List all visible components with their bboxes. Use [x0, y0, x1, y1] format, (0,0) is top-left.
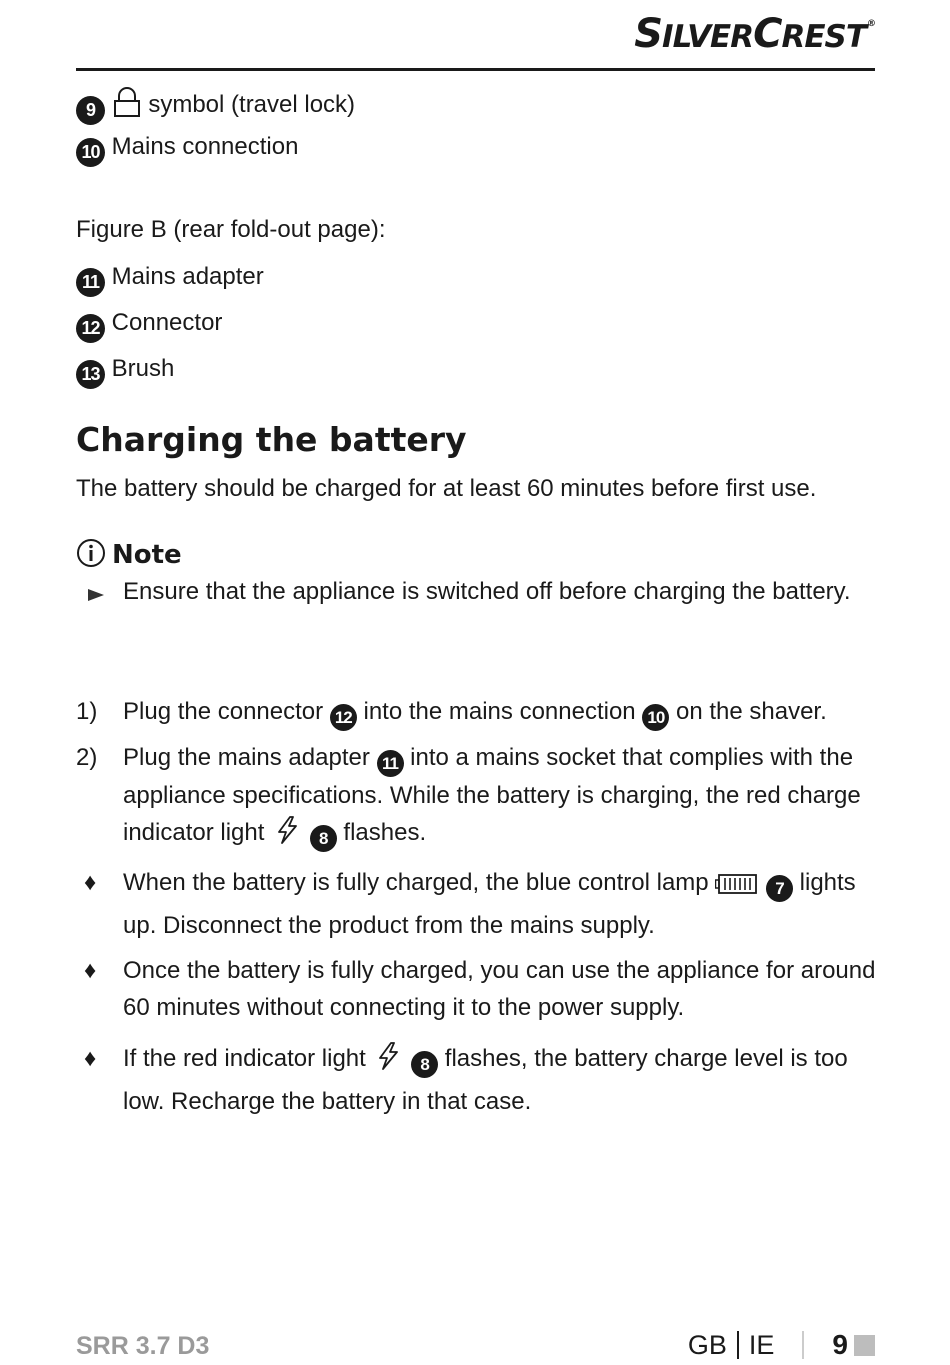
figure-item-label: Mains adapter: [111, 263, 264, 290]
part-number-badge: 7: [766, 875, 793, 902]
step-text: [123, 693, 878, 731]
info-icon: [76, 538, 106, 576]
brand-letter: S: [634, 11, 663, 57]
step-marker: 2): [76, 744, 98, 771]
bullet-text: Once the battery is fully charged, you can use the appliance for around 60 minutes without connecting it to the power supply.: [123, 957, 876, 1021]
brand-letters: ILVER: [662, 19, 754, 55]
language-code: GB: [687, 1330, 727, 1360]
brand-letter: C: [753, 11, 782, 57]
parts-item: [76, 86, 355, 126]
bullet-text: [123, 1040, 878, 1120]
figure-item: [76, 354, 174, 389]
figure-label: Figure B: [76, 216, 167, 243]
part-number-badge: 10: [642, 704, 669, 731]
section-heading: Charging the battery: [76, 420, 467, 459]
model-number: SRR 3.7 D3: [76, 1332, 210, 1360]
lightning-icon: [271, 814, 303, 857]
footer-divider: [802, 1331, 804, 1359]
part-number-badge: 11: [377, 750, 404, 777]
figure-item-label: Connector: [111, 309, 223, 336]
manual-page: [76, 0, 875, 1365]
bullet-marker: ♦: [84, 1045, 97, 1072]
step-marker: 1): [76, 698, 98, 725]
footer-divider: [737, 1331, 739, 1359]
lightning-icon: [372, 1040, 404, 1083]
note-label: Note: [112, 540, 182, 570]
parts-item: [76, 132, 298, 167]
step-text-part: Plug the mains adapter: [123, 744, 377, 771]
figure-item: [76, 262, 264, 297]
note-heading: [76, 538, 182, 576]
step-text: [123, 739, 878, 857]
part-number-badge: 13: [76, 360, 105, 389]
registered-mark: ®: [867, 19, 875, 29]
page-marker-square: [854, 1335, 875, 1356]
brand-logo: [634, 11, 875, 57]
figure-b-title: [76, 215, 385, 245]
bullet-text: [123, 864, 878, 944]
part-number-badge: 8: [310, 825, 337, 852]
language-code: IE: [748, 1330, 775, 1360]
section-intro: The battery should be charged for at least 60 minutes before first use.: [76, 475, 817, 502]
part-number-badge: 10: [76, 138, 105, 167]
bullet-text-part: lights up. Disconnect the product from the mains supply.: [123, 869, 856, 939]
parts-item-label: symbol (travel lock): [148, 91, 356, 118]
step-text-part: into the mains connection: [356, 698, 643, 725]
page-footer: [688, 1328, 875, 1362]
bullet-text-part: When the battery is fully charged, the blue control lamp: [123, 869, 716, 896]
parts-item-label: Mains connection: [111, 133, 299, 160]
battery-full-icon: [715, 870, 759, 907]
step-text-part: on the shaver.: [669, 698, 827, 725]
figure-item-label: Brush: [111, 355, 175, 382]
part-number-badge: 12: [76, 314, 105, 343]
step-text-part: into a mains socket that complies with the appliance specifications. While the battery is charging, the red charge indicator light: [123, 744, 861, 846]
bullet-text-part: flashes, the battery charge level is too low. Recharge the battery in that case.: [123, 1045, 848, 1115]
part-number-badge: 8: [411, 1051, 438, 1078]
arrow-bullet-icon: [86, 580, 106, 610]
part-number-badge: 9: [76, 96, 105, 125]
bullet-marker: ♦: [84, 869, 97, 896]
part-number-badge: 11: [76, 268, 105, 297]
figure-item: [76, 308, 222, 343]
bullet-text-part: If the red indicator light: [123, 1045, 373, 1072]
figure-label-suffix: (rear fold-out page):: [166, 216, 386, 243]
header-divider: [76, 68, 875, 71]
brand-letters: REST: [781, 19, 866, 55]
note-text: Ensure that the appliance is switched off before charging the battery.: [123, 578, 851, 605]
page-number: 9: [832, 1329, 848, 1360]
part-number-badge: 12: [330, 704, 357, 731]
lock-icon: [112, 86, 142, 126]
bullet-marker: ♦: [84, 957, 97, 984]
step-text-part: flashes.: [336, 819, 427, 846]
step-text-part: Plug the connector: [123, 698, 330, 725]
